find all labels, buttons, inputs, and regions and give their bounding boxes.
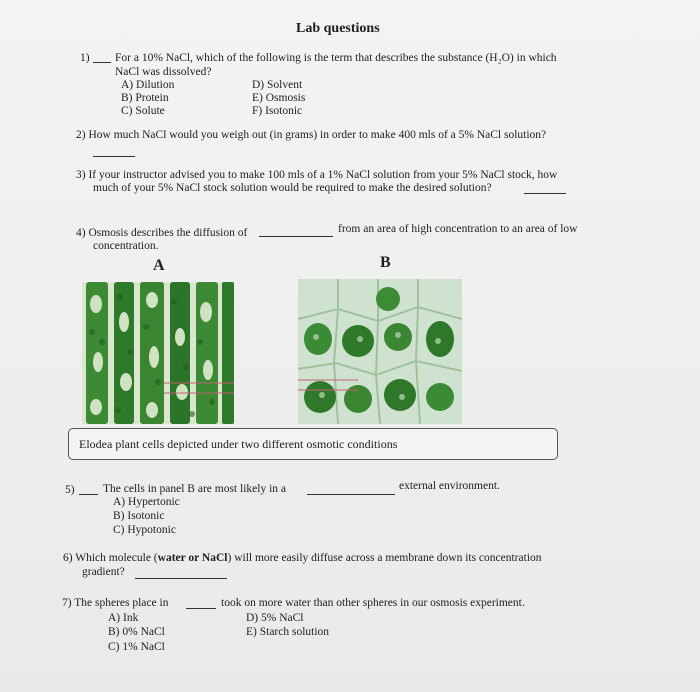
q5-number: 5) bbox=[65, 484, 75, 496]
q7-option-a: A) Ink bbox=[108, 612, 139, 624]
q7-text-part2: took on more water than other spheres in our osmosis experiment. bbox=[221, 597, 525, 609]
q1-answer-blank[interactable] bbox=[93, 52, 111, 63]
q3-answer-blank[interactable] bbox=[524, 183, 566, 194]
q5-answer-blank-1[interactable] bbox=[79, 484, 98, 495]
q1-text-line1: For a 10% NaCl, which of the following is the term that describes the substance (H₂O) in which bbox=[115, 52, 557, 64]
figure-caption-box bbox=[68, 428, 558, 460]
q4-text-part2: from an area of high concentration to an area of low bbox=[338, 223, 578, 235]
q3-text-line2: much of your 5% NaCl stock solution would be required to make the desired solution? bbox=[93, 182, 492, 194]
page-title: Lab questions bbox=[296, 21, 380, 36]
q6-text-bold: water or NaCl bbox=[157, 552, 228, 564]
figure-caption: Elodea plant cells depicted under two different osmotic conditions bbox=[79, 437, 398, 451]
q6-text-a: 6) Which molecule ( bbox=[63, 552, 158, 564]
q5-option-b: B) Isotonic bbox=[113, 510, 165, 522]
q6-text-line1 bbox=[63, 552, 542, 565]
q4-answer-blank[interactable] bbox=[259, 226, 333, 237]
q7-answer-blank[interactable] bbox=[186, 598, 216, 609]
q7-option-e: E) Starch solution bbox=[246, 626, 330, 638]
q5-answer-blank-2[interactable] bbox=[307, 484, 395, 495]
q2-text: 2) How much NaCl would you weigh out (in grams) in order to make 400 mls of a 5% NaCl solution? bbox=[76, 129, 547, 141]
q6-text-line2: gradient? bbox=[82, 566, 125, 578]
q6-text-b: ) will more easily diffuse across a membrane down its concentration bbox=[227, 552, 542, 564]
q6-answer-blank[interactable] bbox=[135, 568, 227, 579]
q7-option-c: C) 1% NaCl bbox=[108, 641, 165, 653]
q7-option-d: D) 5% NaCl bbox=[246, 612, 304, 624]
q5-text-part1: The cells in panel B are most likely in a bbox=[103, 483, 286, 495]
q4-text-part1: 4) Osmosis describes the diffusion of bbox=[76, 227, 248, 239]
q2-answer-blank[interactable] bbox=[93, 146, 135, 157]
q1-option-c: C) Solute bbox=[121, 105, 165, 117]
q4-text-line2: concentration. bbox=[93, 240, 159, 252]
q7-text-part1: 7) The spheres place in bbox=[62, 597, 169, 609]
q1-option-f: F) Isotonic bbox=[252, 105, 303, 117]
q5-text-part2: external environment. bbox=[399, 480, 500, 492]
q1-option-e: E) Osmosis bbox=[252, 92, 306, 104]
panel-a-label: A bbox=[153, 257, 165, 274]
q1-option-a: A) Dilution bbox=[121, 79, 175, 91]
elodea-hypertonic-micrograph bbox=[82, 282, 234, 424]
q7-option-b: B) 0% NaCl bbox=[108, 626, 165, 638]
q5-option-a: A) Hypertonic bbox=[113, 496, 180, 508]
elodea-hypotonic-micrograph bbox=[298, 279, 462, 424]
q1-text-line2: NaCl was dissolved? bbox=[115, 66, 212, 78]
panel-b-label: B bbox=[380, 254, 391, 271]
q1-option-b: B) Protein bbox=[121, 92, 169, 104]
q3-text-line1: 3) If your instructor advised you to make 100 mls of a 1% NaCl solution from your 5% NaCl stock, how bbox=[76, 169, 558, 181]
q1-number: 1) bbox=[80, 52, 90, 64]
q1-option-d: D) Solvent bbox=[252, 79, 303, 91]
q5-option-c: C) Hypotonic bbox=[113, 524, 176, 536]
